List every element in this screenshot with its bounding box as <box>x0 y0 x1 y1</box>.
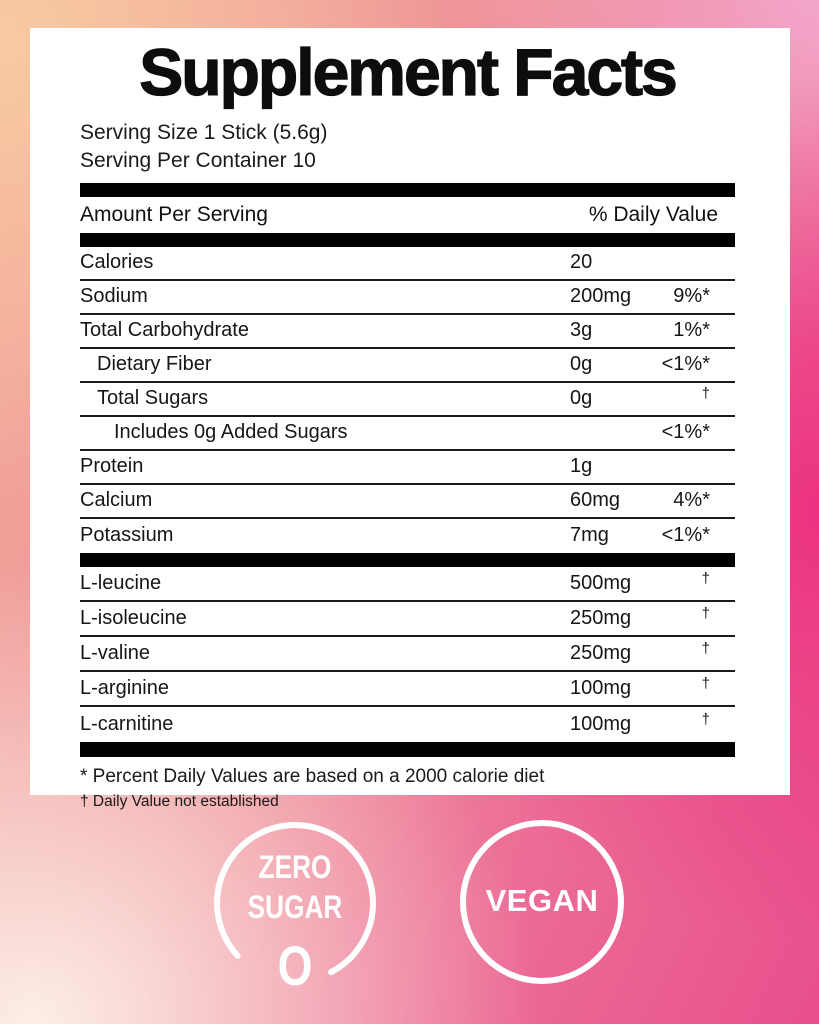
amount-per-serving-header: Amount Per Serving <box>80 202 268 226</box>
zero-sugar-badge-line1: ZERO <box>258 849 332 885</box>
nutrient-dv: <1%* <box>661 524 710 547</box>
nutrient-name: L-arginine <box>80 676 169 699</box>
nutrient-amount: 250mg <box>570 606 632 629</box>
nutrient-name: Dietary Fiber <box>97 353 212 376</box>
nutrient-amount: 20 <box>570 251 593 274</box>
nutrient-name: L-isoleucine <box>80 606 187 629</box>
table-row <box>80 383 735 417</box>
table-row <box>80 417 735 451</box>
nutrient-dv: 9%* <box>673 285 710 308</box>
nutrient-amount: 100mg <box>570 712 632 735</box>
amino-acid-section <box>80 567 735 742</box>
nutrient-dv-dagger: † <box>701 639 710 657</box>
column-header-row <box>80 197 735 233</box>
nutrient-section <box>80 247 735 553</box>
nutrient-dv-dagger: † <box>701 604 710 622</box>
nutrient-dv-dagger: † <box>701 710 710 728</box>
vegan-badge-label: VEGAN <box>485 883 599 918</box>
nutrient-amount: 3g <box>570 319 593 342</box>
nutrient-name: Sodium <box>80 285 148 308</box>
nutrient-amount: 100mg <box>570 676 632 699</box>
table-row <box>80 349 735 383</box>
footnote-dagger: † Daily Value not established <box>80 792 279 810</box>
table-row <box>80 637 735 672</box>
nutrient-name: L-carnitine <box>80 712 174 735</box>
nutrient-amount: 0g <box>570 353 593 376</box>
supplement-facts-panel <box>30 28 790 810</box>
table-row <box>80 485 735 519</box>
page-title: Supplement Facts <box>139 35 676 109</box>
divider-bar-thick <box>80 183 735 197</box>
nutrient-name: L-leucine <box>80 571 162 594</box>
nutrient-name: Calories <box>80 251 154 274</box>
table-row <box>80 672 735 707</box>
nutrient-dv: 1%* <box>673 319 710 342</box>
table-row <box>80 247 735 281</box>
serving-size: Serving Size 1 Stick (5.6g) <box>80 120 328 144</box>
serving-info <box>80 119 735 175</box>
nutrient-amount: 7mg <box>570 524 609 547</box>
divider-bar-thick <box>80 233 735 247</box>
table-row <box>80 315 735 349</box>
nutrient-dv-dagger: † <box>701 385 710 403</box>
table-row <box>80 519 735 553</box>
nutrient-amount: 500mg <box>570 571 632 594</box>
table-row <box>80 707 735 742</box>
nutrient-amount: 60mg <box>570 489 621 512</box>
zero-sugar-badge-letter: O <box>277 934 313 997</box>
nutrient-name: Total Carbohydrate <box>80 319 249 342</box>
divider-bar-thick <box>80 742 735 757</box>
daily-value-header: % Daily Value <box>588 202 718 226</box>
table-row <box>80 451 735 485</box>
nutrient-name: Calcium <box>80 489 153 512</box>
table-row <box>80 567 735 602</box>
nutrient-dv: <1%* <box>661 421 710 444</box>
nutrient-name: L-valine <box>80 641 151 664</box>
nutrient-name: Includes 0g Added Sugars <box>114 421 348 444</box>
nutrient-dv-dagger: † <box>701 674 710 692</box>
nutrient-dv: <1%* <box>661 353 710 376</box>
zero-sugar-badge-line2: SUGAR <box>247 889 343 925</box>
nutrient-name: Potassium <box>80 524 174 547</box>
nutrient-name: Protein <box>80 455 144 478</box>
nutrient-dv-dagger: † <box>701 569 710 587</box>
nutrient-amount: 250mg <box>570 641 632 664</box>
nutrient-amount: 1g <box>570 455 593 478</box>
servings-per-container: Serving Per Container 10 <box>80 148 316 172</box>
table-row <box>80 602 735 637</box>
divider-bar-thick <box>80 553 735 567</box>
nutrient-amount: 200mg <box>570 285 632 308</box>
nutrient-name: Total Sugars <box>97 387 209 410</box>
table-row <box>80 281 735 315</box>
footnote-daily-values: * Percent Daily Values are based on a 2000 calorie diet <box>80 765 545 787</box>
nutrient-dv: 4%* <box>673 489 710 512</box>
nutrient-amount: 0g <box>570 387 593 410</box>
